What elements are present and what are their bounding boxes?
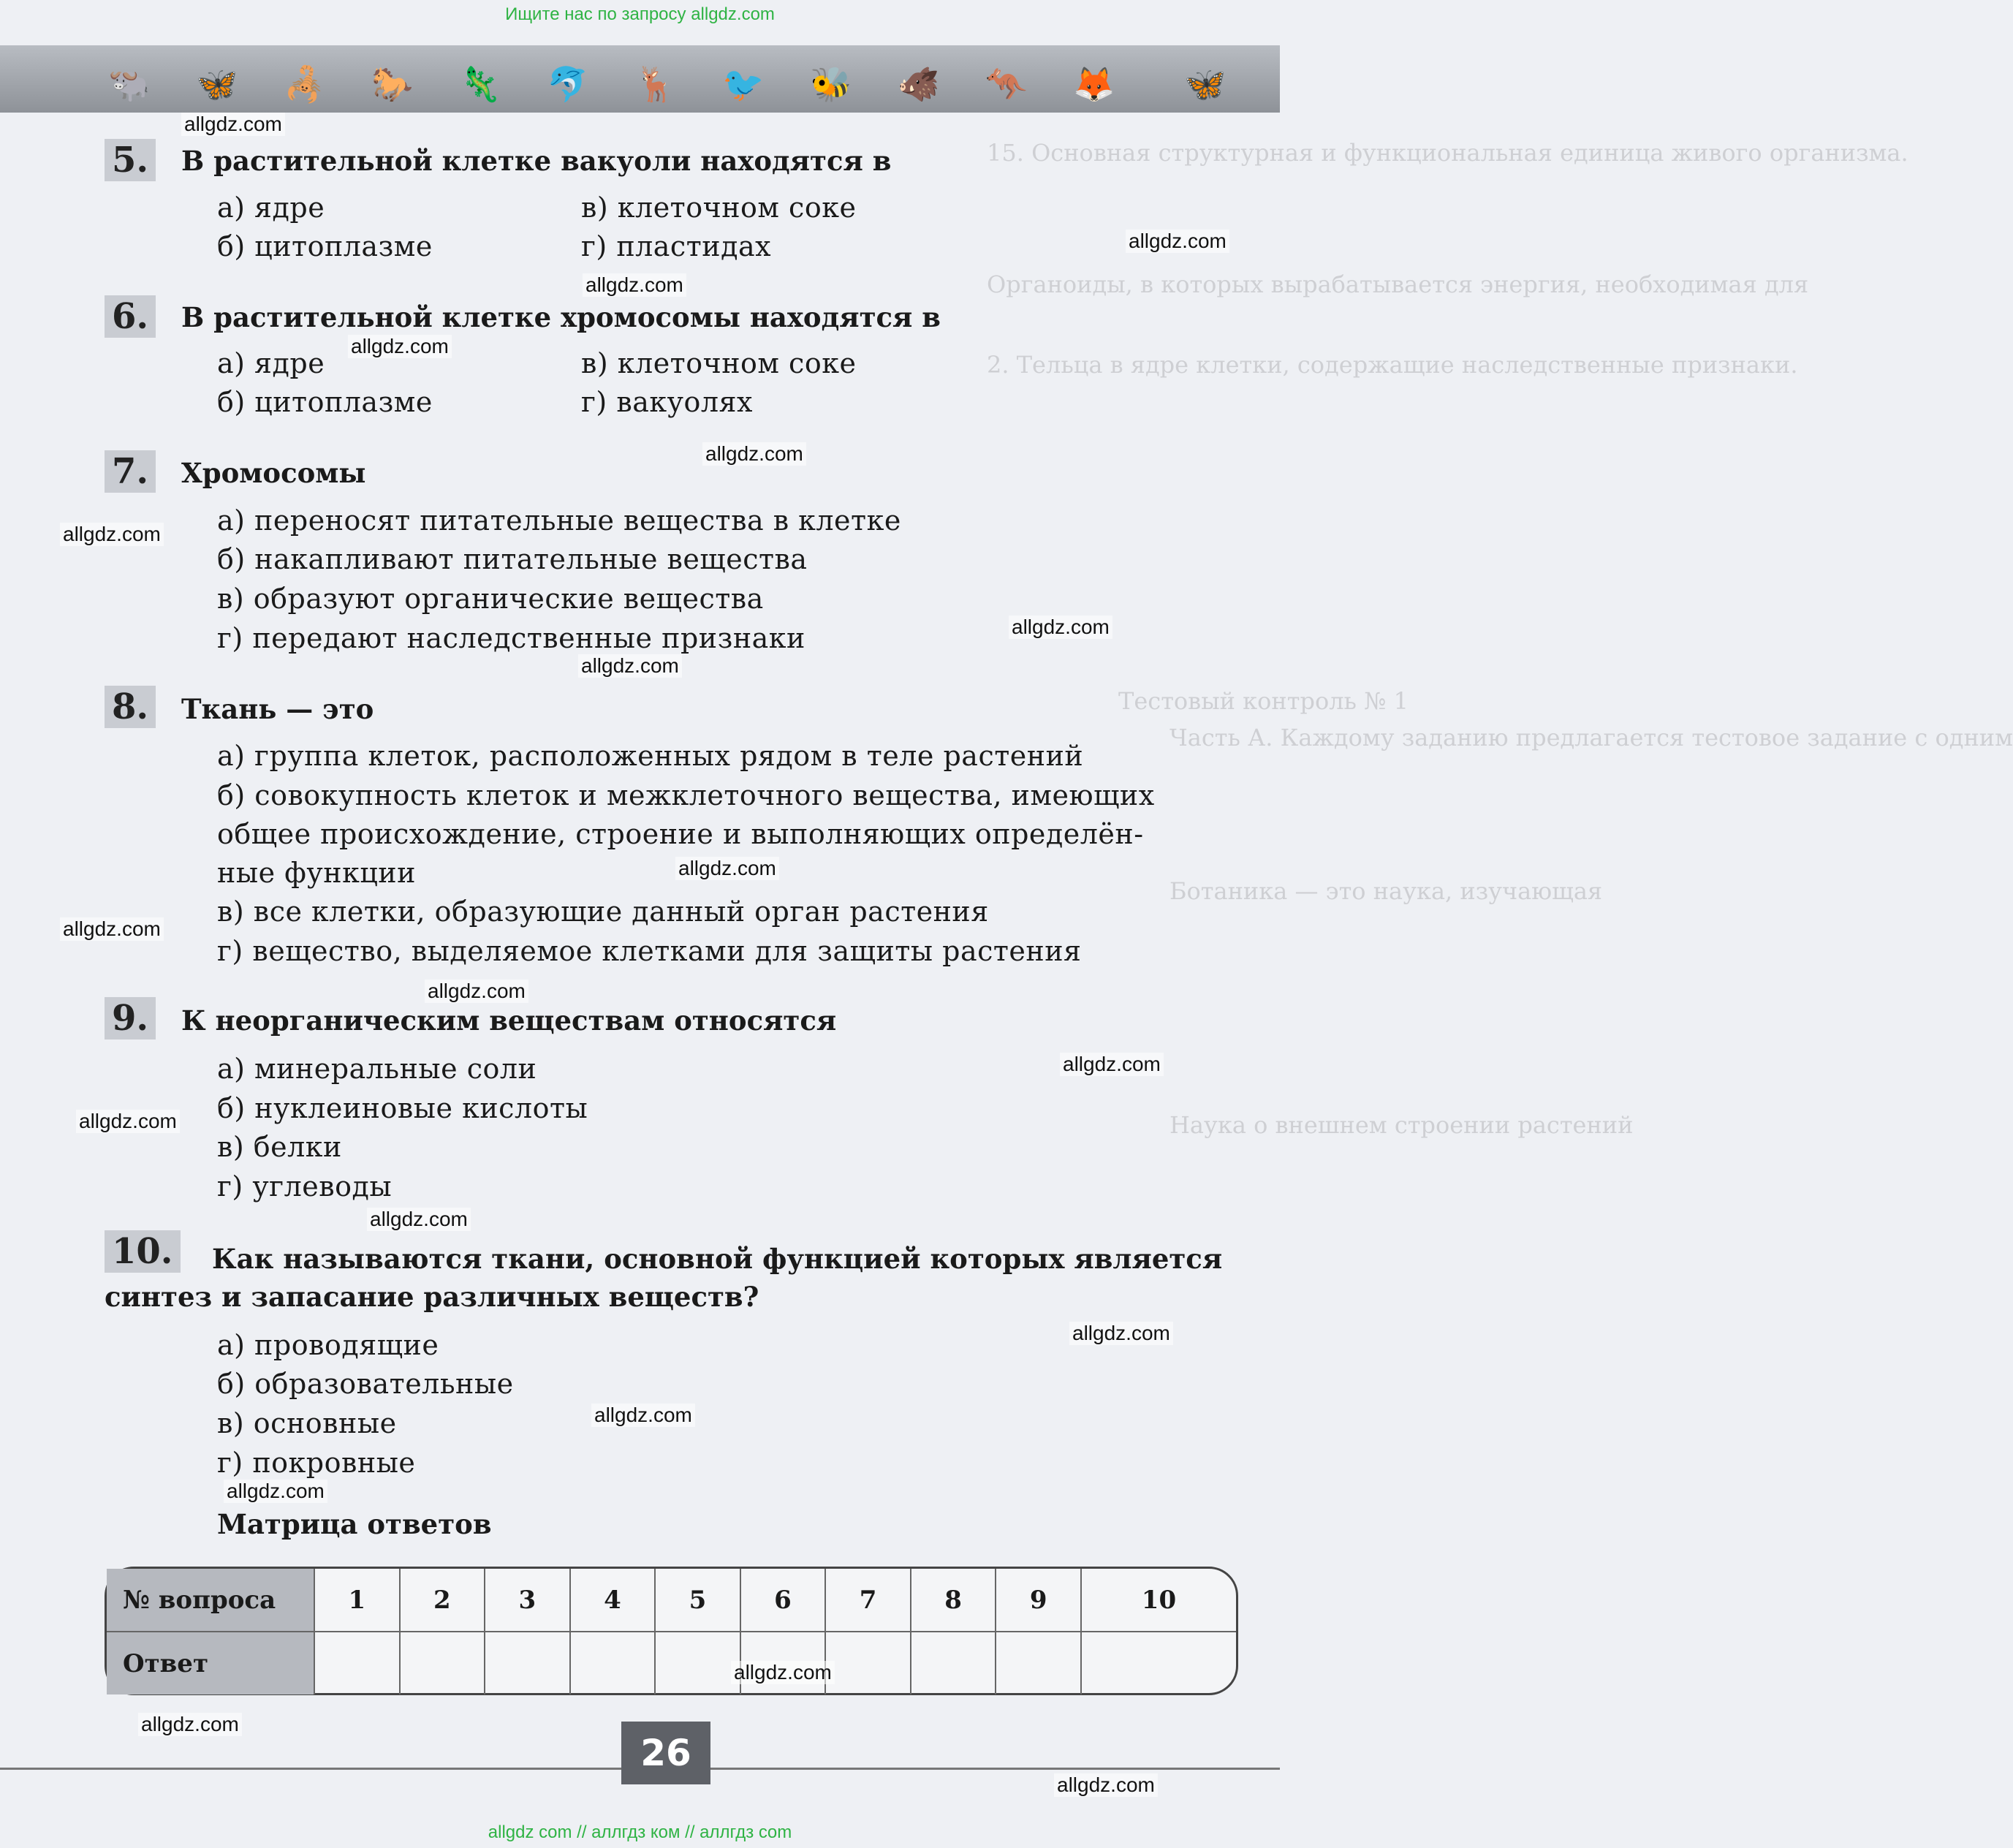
matrix-column-number: 3 <box>485 1569 570 1632</box>
bleed-through-text: Органоиды, в которых вырабатывается энергия, необходимая для <box>987 270 1809 298</box>
option: в) белки <box>217 1131 342 1163</box>
option: б) накапливают питательные вещества <box>217 543 808 575</box>
bleed-through-text: Ботаника — это наука, изучающая <box>1169 877 1603 905</box>
option: а) ядре <box>217 192 325 224</box>
bison-icon: 🐃 <box>108 64 151 104</box>
animal-banner <box>0 45 1280 113</box>
fox-icon: 🦊 <box>1073 64 1115 104</box>
dolphin-icon: 🐬 <box>547 64 589 104</box>
matrix-row-label: Ответ <box>107 1632 314 1694</box>
lizard-icon: 🦎 <box>459 64 501 104</box>
option: б) цитоплазме <box>217 386 433 418</box>
option: г) покровные <box>217 1447 416 1479</box>
watermark: allgdz.com <box>1069 1322 1173 1345</box>
question-text: В растительной клетке вакуоли находятся в <box>181 145 892 177</box>
answer-cell[interactable] <box>911 1632 996 1694</box>
bird-icon: 🐦 <box>722 64 765 104</box>
matrix-column-number: 2 <box>400 1569 485 1632</box>
watermark: allgdz.com <box>60 523 164 546</box>
matrix-column-number: 9 <box>996 1569 1081 1632</box>
butterfly-icon: 🦋 <box>1184 64 1227 104</box>
option: а) ядре <box>217 347 325 379</box>
question-text: синтез и запасание различных веществ? <box>105 1281 759 1313</box>
matrix-row-label: № вопроса <box>107 1569 314 1632</box>
watermark: allgdz.com <box>675 857 779 880</box>
matrix-column-number: 10 <box>1081 1569 1236 1632</box>
question-number: 5. <box>105 139 156 181</box>
deer-icon: 🦌 <box>634 64 677 104</box>
answer-cell[interactable] <box>655 1632 740 1694</box>
matrix-column-number: 5 <box>655 1569 740 1632</box>
bleed-through-text: Тестовый контроль № 1 <box>1118 687 1409 715</box>
matrix-column-number: 7 <box>825 1569 911 1632</box>
option: в) клеточном соке <box>581 192 857 224</box>
horse-icon: 🐎 <box>371 64 414 104</box>
watermark: allgdz.com <box>425 980 528 1003</box>
option: а) минеральные соли <box>217 1053 537 1085</box>
bleed-through-text: Часть А. Каждому заданию предлагается тестовое задание с одним <box>1169 724 2013 751</box>
question-text: В растительной клетке хромосомы находятся в <box>181 301 941 333</box>
watermark: allgdz.com <box>1054 1773 1158 1797</box>
watermark: allgdz.com <box>583 273 686 297</box>
question-number: 7. <box>105 450 156 493</box>
option: г) передают наследственные признаки <box>217 622 805 654</box>
watermark: allgdz.com <box>138 1713 242 1736</box>
bee-icon: 🐝 <box>810 64 852 104</box>
watermark: allgdz.com <box>578 654 682 678</box>
option: в) все клетки, образующие данный орган растения <box>217 895 989 928</box>
option: г) вакуолях <box>581 386 753 418</box>
bottom-link[interactable]: allgdz com // аллгдз ком // аллгдз com <box>488 1822 792 1842</box>
option: б) цитоплазме <box>217 230 433 262</box>
answer-matrix <box>105 1567 1238 1695</box>
option: в) клеточном соке <box>581 347 857 379</box>
watermark: allgdz.com <box>1009 616 1112 639</box>
matrix-column-number: 4 <box>570 1569 656 1632</box>
option: б) нуклеиновые кислоты <box>217 1092 588 1124</box>
matrix-column-number: 8 <box>911 1569 996 1632</box>
answer-cell[interactable] <box>996 1632 1081 1694</box>
answer-matrix-title: Матрица ответов <box>217 1508 492 1540</box>
kangaroo-icon: 🦘 <box>985 64 1028 104</box>
answer-cell[interactable] <box>825 1632 911 1694</box>
bleed-through-text: 15. Основная структурная и функциональная единица живого организма. <box>987 139 1908 167</box>
watermark: allgdz.com <box>348 335 452 358</box>
matrix-column-number: 6 <box>740 1569 826 1632</box>
watermark: allgdz.com <box>60 917 164 941</box>
answer-cell[interactable] <box>570 1632 656 1694</box>
option: в) основные <box>217 1407 397 1439</box>
answer-cell[interactable] <box>485 1632 570 1694</box>
option: б) совокупность клеток и межклеточного вещества, имеющих <box>217 779 1155 811</box>
question-number: 9. <box>105 997 156 1040</box>
watermark: allgdz.com <box>367 1208 471 1231</box>
watermark: allgdz.com <box>181 113 285 136</box>
watermark: allgdz.com <box>1060 1053 1164 1076</box>
question-text: Ткань — это <box>181 693 374 725</box>
question-text: Хромосомы <box>181 457 366 489</box>
watermark: allgdz.com <box>1126 230 1229 253</box>
answer-cell[interactable] <box>400 1632 485 1694</box>
watermark: allgdz.com <box>224 1480 327 1503</box>
bleed-through-text: 2. Тельца в ядре клетки, содержащие наследственные признаки. <box>987 351 1798 379</box>
boar-icon: 🐗 <box>898 64 940 104</box>
question-number: 8. <box>105 686 156 728</box>
option-continuation: ные функции <box>217 857 416 889</box>
option: в) образуют органические вещества <box>217 583 764 615</box>
watermark: allgdz.com <box>591 1404 695 1427</box>
question-text: Как называются ткани, основной функцией которых является <box>212 1243 1223 1275</box>
butterfly-icon: 🦋 <box>196 64 238 104</box>
question-number: 6. <box>105 295 156 338</box>
answer-cell[interactable] <box>1081 1632 1236 1694</box>
option: а) проводящие <box>217 1329 439 1361</box>
watermark: allgdz.com <box>731 1661 835 1684</box>
watermark: allgdz.com <box>76 1110 180 1133</box>
question-text: К неорганическим веществам относятся <box>181 1004 837 1037</box>
matrix-column-number: 1 <box>314 1569 400 1632</box>
option: а) группа клеток, расположенных рядом в теле растений <box>217 740 1084 772</box>
question-number: 10. <box>105 1230 181 1273</box>
option: г) углеводы <box>217 1170 393 1203</box>
answer-cell[interactable] <box>314 1632 400 1694</box>
top-link[interactable]: Ищите нас по запросу allgdz.com <box>505 4 775 24</box>
page-number: 26 <box>621 1722 710 1784</box>
watermark: allgdz.com <box>702 442 806 466</box>
bleed-through-text: Наука о внешнем строении растений <box>1169 1111 1634 1139</box>
option-continuation: общее происхождение, строение и выполняющих определён- <box>217 818 1144 850</box>
option: а) переносят питательные вещества в клетке <box>217 504 901 537</box>
option: г) вещество, выделяемое клетками для защиты растения <box>217 935 1082 967</box>
scorpion-icon: 🦂 <box>284 64 326 104</box>
option: б) образовательные <box>217 1368 514 1400</box>
option: г) пластидах <box>581 230 772 262</box>
